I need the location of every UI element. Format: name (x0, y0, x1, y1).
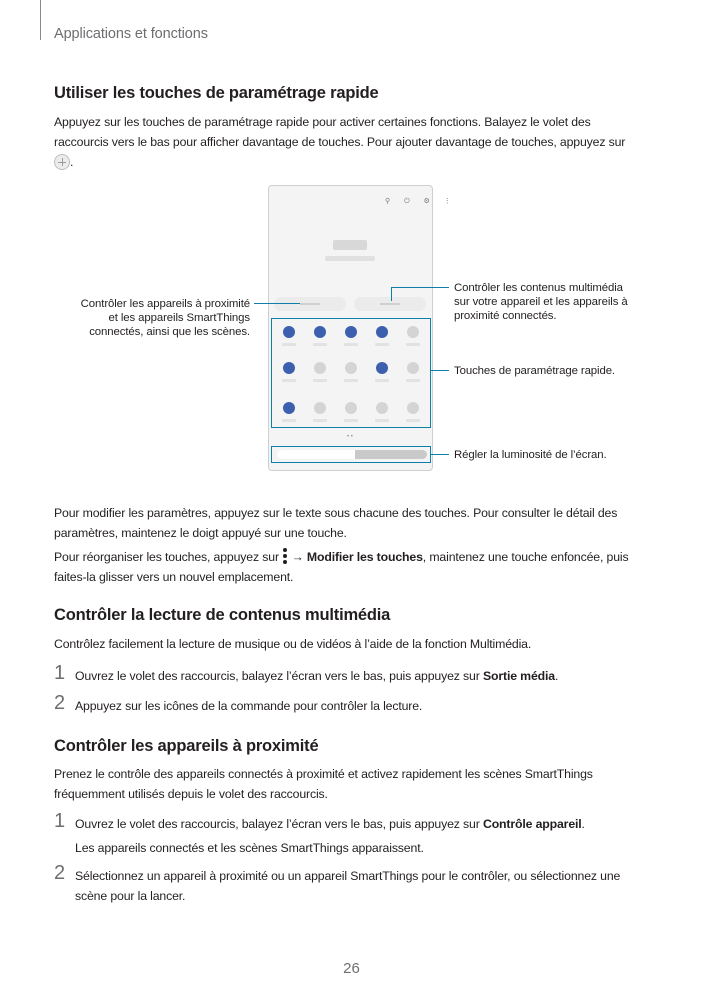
para-line (54, 547, 674, 567)
media-output-label: Sortie média (482, 669, 555, 683)
callout-line-media (391, 287, 449, 288)
quick-setting-label (406, 379, 420, 382)
step-number: 2 (54, 862, 66, 884)
media-output-button[interactable] (354, 297, 426, 311)
callout-line-tiles (431, 370, 449, 371)
step-note: Les appareils connectés et les scènes SmartThings apparaissent. (75, 841, 424, 855)
step-text (75, 666, 558, 686)
quick-setting-label (344, 343, 358, 346)
quick-setting-label (375, 379, 389, 382)
reorder-paragraph (54, 503, 674, 587)
quick-setting-label (406, 343, 420, 346)
callout-line-brightness (431, 454, 449, 455)
quick-setting-label (282, 419, 296, 422)
callout-line-text: Contrôler les contenus multimédia (454, 282, 623, 294)
callout-device-control (50, 297, 250, 339)
quick-setting-tile[interactable] (283, 326, 295, 338)
callout-line-text: connectés, ainsi que les scènes. (89, 326, 250, 338)
step-text (75, 814, 585, 834)
para-line: fréquemment utilisés depuis le volet des raccourcis. (54, 787, 328, 801)
phone-status-icons: ⚲ ⏻ ⚙ ⋮ (385, 198, 457, 205)
step-text: Appuyez sur les icônes de la commande pour contrôler la lecture. (75, 699, 423, 713)
callout-quick-settings: Touches de paramétrage rapide. (454, 365, 616, 377)
header-rule (40, 0, 41, 40)
text: Pour réorganiser les touches, appuyez sur (54, 550, 279, 564)
para-line: Pour modifier les paramètres, appuyez sur le texte sous chacune des touches. Pour consulter le détail des (54, 506, 618, 520)
arrow: → (291, 550, 304, 564)
quick-setting-tile[interactable] (345, 402, 357, 414)
para-line: faites-la glisser vers un nouvel emplacement. (54, 570, 294, 584)
quick-setting-tile[interactable] (376, 402, 388, 414)
section2-intro: Contrôlez facilement la lecture de musique ou de vidéos à l’aide de la fonction Multimédia. (54, 637, 532, 651)
running-head: Applications et fonctions (54, 26, 208, 42)
quick-setting-tile[interactable] (314, 362, 326, 374)
device-control-label: Contrôle appareil (482, 817, 582, 831)
quick-setting-tile[interactable] (345, 326, 357, 338)
page-indicator: • • (347, 434, 353, 440)
quick-setting-label (375, 419, 389, 422)
section-title-nearby-devices: Contrôler les appareils à proximité (54, 737, 319, 755)
quick-setting-tile[interactable] (314, 402, 326, 414)
callout-line-text: sur votre appareil et les appareils à (454, 296, 628, 308)
quick-setting-tile[interactable] (376, 326, 388, 338)
quick-setting-tile[interactable] (345, 362, 357, 374)
callout-line-left (254, 303, 300, 304)
quick-setting-label (282, 379, 296, 382)
callout-brightness: Régler la luminosité de l’écran. (454, 449, 607, 461)
quick-setting-label (282, 343, 296, 346)
more-options-icon (282, 548, 288, 564)
text: Ouvrez le volet des raccourcis, balayez l’écran vers le bas, puis appuyez sur (75, 669, 483, 683)
text: , maintenez une touche enfoncée, puis (422, 550, 629, 564)
text: Ouvrez le volet des raccourcis, balayez l’écran vers le bas, puis appuyez sur (75, 817, 483, 831)
text: . (554, 669, 559, 683)
quick-setting-label (344, 379, 358, 382)
quick-setting-label (313, 379, 327, 382)
intro-line: Appuyez sur les touches de paramétrage rapide pour activer certaines fonctions. Balayez le volet des (54, 115, 591, 129)
intro-line: raccourcis vers le bas pour afficher davantage de touches. Pour ajouter davantage de touches, appuyez sur (54, 135, 626, 149)
quick-setting-label (375, 343, 389, 346)
quick-setting-tile[interactable] (283, 362, 295, 374)
section-title-quick-settings: Utiliser les touches de paramétrage rapide (54, 84, 379, 102)
intro-end: . (70, 155, 74, 169)
quick-setting-tile[interactable] (407, 326, 419, 338)
phone-date (325, 256, 375, 261)
para-line: Prenez le contrôle des appareils connectés à proximité et activez rapidement les scènes SmartThings (54, 767, 593, 781)
quick-setting-tile[interactable] (376, 362, 388, 374)
phone-clock (333, 240, 367, 250)
quick-setting-label (344, 419, 358, 422)
para-line: Sélectionnez un appareil à proximité ou un appareil SmartThings pour le contrôler, ou sélectionnez une (75, 869, 621, 883)
plus-circle-icon (54, 154, 70, 170)
quick-setting-label (313, 343, 327, 346)
step-number: 1 (54, 662, 66, 684)
section3-intro (54, 764, 674, 804)
para-line: scène pour la lancer. (75, 889, 186, 903)
quick-setting-tile[interactable] (314, 326, 326, 338)
text: . (581, 817, 585, 831)
callout-media (454, 281, 664, 323)
para-line: paramètres, maintenez le doigt appuyé sur une touche. (54, 526, 347, 540)
quick-setting-tile[interactable] (283, 402, 295, 414)
callout-line-text: Contrôler les appareils à proximité (80, 298, 250, 310)
callout-line-text: proximité connectés. (454, 310, 557, 322)
step-number: 1 (54, 810, 66, 832)
brightness-highlight (271, 446, 431, 463)
quick-setting-label (313, 419, 327, 422)
callout-line-text: et les appareils SmartThings (108, 312, 250, 324)
callout-line-media-vertical (391, 287, 392, 301)
section-title-media: Contrôler la lecture de contenus multimédia (54, 606, 391, 624)
quick-setting-tile[interactable] (407, 362, 419, 374)
page-number: 26 (343, 960, 360, 977)
step-text (75, 866, 675, 906)
edit-buttons-label: Modifier les touches (306, 550, 423, 564)
section1-intro (54, 112, 674, 172)
step-number: 2 (54, 692, 66, 714)
quick-setting-tile[interactable] (407, 402, 419, 414)
quick-setting-label (406, 419, 420, 422)
intro-line (54, 152, 674, 172)
